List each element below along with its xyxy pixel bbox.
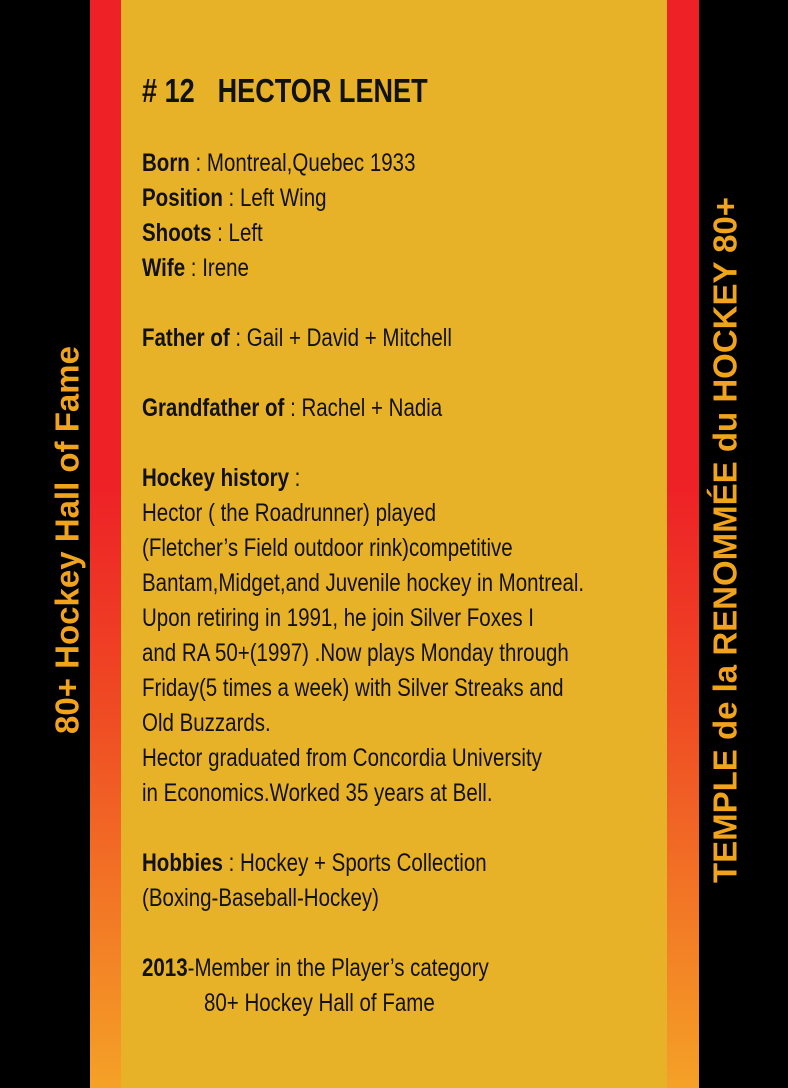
hobbies-value: : Hockey + Sports Collection [222,849,487,877]
side-title-french: TEMPLE de la RENOMMÉE du HOCKEY 80+ [706,196,744,884]
born-label: Born [142,149,190,177]
history-line: and RA 50+(1997) .Now plays Monday through [142,639,569,667]
father-value: : Gail + David + Mitchell [229,324,452,352]
wife-value: : Irene [185,254,249,282]
hobbies-line-2: (Boxing-Baseball-Hockey) [142,884,379,912]
history-line: (Fletcher’s Field outdoor rink)competitive [142,534,513,562]
position-label: Position [142,184,223,212]
induction-text: -Member in the Player’s category [187,954,489,982]
history-label: Hockey history [142,464,289,492]
history-heading [142,463,300,493]
shoots-row [142,218,263,248]
history-line: Old Buzzards. [142,709,271,737]
born-value: : Montreal,Quebec 1933 [189,149,416,177]
grandfather-label: Grandfather of [142,394,285,422]
history-line: in Economics.Worked 35 years at Bell. [142,779,493,807]
history-colon: : [288,464,301,492]
history-line: Bantam,Midget,and Juvenile hockey in Montreal. [142,569,585,597]
hall-of-fame-line: 80+ Hockey Hall of Fame [204,989,435,1017]
history-line: Hector ( the Roadrunner) played [142,499,436,527]
right-red-stripe [667,0,699,1088]
father-label: Father of [142,324,230,352]
induction-year: 2013 [142,954,188,982]
father-row [142,323,452,353]
player-title [142,72,428,110]
shoots-value: : Left [211,219,263,247]
shoots-label: Shoots [142,219,212,247]
induction-row [142,953,489,983]
grandfather-value: : Rachel + Nadia [284,394,443,422]
history-line: Friday(5 times a week) with Silver Streaks and [142,674,564,702]
history-line: Upon retiring in 1991, he join Silver Foxes I [142,604,534,632]
history-line: Hector graduated from Concordia University [142,744,542,772]
position-value: : Left Wing [222,184,327,212]
hobbies-label: Hobbies [142,849,223,877]
left-red-stripe [90,0,121,1088]
player-number: # 12 [142,72,195,109]
side-title-english: 80+ Hockey Hall of Fame [48,346,86,734]
wife-row [142,253,249,283]
born-row [142,148,415,178]
wife-label: Wife [142,254,186,282]
hobbies-row [142,848,487,878]
position-row [142,183,327,213]
player-name: HECTOR LENET [217,72,428,109]
grandfather-row [142,393,442,423]
